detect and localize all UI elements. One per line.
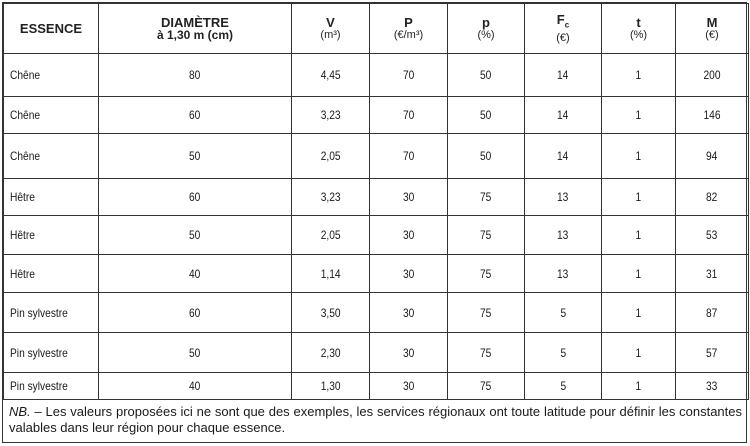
table-row xyxy=(4,54,749,97)
table-row xyxy=(4,373,749,400)
cell-p-pct: 75 xyxy=(448,333,525,373)
cell-t: 1 xyxy=(602,255,676,293)
cell-p-price: 30 xyxy=(370,179,448,216)
cell-p-price: 30 xyxy=(370,255,448,293)
cell-p-price: 70 xyxy=(370,134,448,179)
header-p-price: P (€/m³) xyxy=(370,4,448,54)
cell-m: 94 xyxy=(676,134,749,179)
cell-p-pct: 50 xyxy=(448,134,525,179)
cell-m: 53 xyxy=(676,216,749,255)
cell-p-pct: 75 xyxy=(448,216,525,255)
cell-essence: Chêne xyxy=(4,97,99,134)
table-row xyxy=(4,179,749,216)
cell-v: 2,05 xyxy=(292,134,370,179)
cell-m: 57 xyxy=(676,333,749,373)
header-p-pct: p (%) xyxy=(448,4,525,54)
cell-f: 13 xyxy=(525,255,602,293)
header-essence: ESSENCE xyxy=(4,4,99,54)
cell-essence: Chêne xyxy=(4,134,99,179)
cell-essence: Chêne xyxy=(4,54,99,97)
cell-p-price: 30 xyxy=(370,216,448,255)
cell-m: 82 xyxy=(676,179,749,216)
cell-p-pct: 75 xyxy=(448,293,525,333)
cell-v: 3,23 xyxy=(292,97,370,134)
cell-m: 200 xyxy=(676,54,749,97)
cell-t: 1 xyxy=(602,216,676,255)
cell-diametre: 50 xyxy=(99,134,292,179)
cell-p-price: 30 xyxy=(370,333,448,373)
cell-f: 13 xyxy=(525,216,602,255)
cell-m: 31 xyxy=(676,255,749,293)
cell-m: 33 xyxy=(676,373,749,400)
header-diametre: DIAMÈTRE à 1,30 m (cm) xyxy=(99,4,292,54)
cell-essence: Pin sylvestre xyxy=(4,293,99,333)
cell-v: 2,05 xyxy=(292,216,370,255)
cell-diametre: 40 xyxy=(99,373,292,400)
cell-t: 1 xyxy=(602,333,676,373)
cell-v: 2,30 xyxy=(292,333,370,373)
data-table-container xyxy=(2,2,747,443)
cell-t: 1 xyxy=(602,293,676,333)
table-row xyxy=(4,134,749,179)
cell-diametre: 60 xyxy=(99,179,292,216)
table-row xyxy=(4,255,749,293)
cell-p-price: 30 xyxy=(370,373,448,400)
cell-t: 1 xyxy=(602,134,676,179)
cell-f: 13 xyxy=(525,179,602,216)
cell-v: 1,14 xyxy=(292,255,370,293)
cell-p-price: 70 xyxy=(370,54,448,97)
cell-t: 1 xyxy=(602,373,676,400)
footnote: NB. – Les valeurs proposées ici ne sont que des exemples, les services régionaux ont toute latitude pour définir les constantes valables dans leur région pour chaque essence. xyxy=(3,399,746,442)
cell-t: 1 xyxy=(602,54,676,97)
data-table xyxy=(3,3,749,400)
cell-v: 1,30 xyxy=(292,373,370,400)
header-f: $F_c$ (€) xyxy=(525,4,602,54)
cell-p-pct: 75 xyxy=(448,179,525,216)
cell-essence: Pin sylvestre xyxy=(4,373,99,400)
cell-t: 1 xyxy=(602,97,676,134)
cell-essence: Hêtre xyxy=(4,216,99,255)
header-row xyxy=(4,4,749,54)
header-v: V (m³) xyxy=(292,4,370,54)
header-t: t (%) xyxy=(602,4,676,54)
cell-p-pct: 50 xyxy=(448,97,525,134)
cell-essence: Hêtre xyxy=(4,255,99,293)
cell-p-pct: 75 xyxy=(448,373,525,400)
cell-p-pct: 75 xyxy=(448,255,525,293)
cell-diametre: 50 xyxy=(99,333,292,373)
cell-p-price: 70 xyxy=(370,97,448,134)
header-m: M (€) xyxy=(676,4,749,54)
cell-v: 3,23 xyxy=(292,179,370,216)
cell-t: 1 xyxy=(602,179,676,216)
cell-diametre: 60 xyxy=(99,97,292,134)
table-row xyxy=(4,293,749,333)
cell-f: 5 xyxy=(525,373,602,400)
cell-diametre: 60 xyxy=(99,293,292,333)
cell-p-pct: 50 xyxy=(448,54,525,97)
cell-p-price: 30 xyxy=(370,293,448,333)
table-row xyxy=(4,97,749,134)
cell-f: 5 xyxy=(525,333,602,373)
cell-v: 3,50 xyxy=(292,293,370,333)
cell-essence: Hêtre xyxy=(4,179,99,216)
cell-f: 14 xyxy=(525,134,602,179)
cell-essence: Pin sylvestre xyxy=(4,333,99,373)
cell-v: 4,45 xyxy=(292,54,370,97)
cell-f: 5 xyxy=(525,293,602,333)
cell-m: 87 xyxy=(676,293,749,333)
table-row xyxy=(4,216,749,255)
cell-diametre: 50 xyxy=(99,216,292,255)
table-row xyxy=(4,333,749,373)
cell-m: 146 xyxy=(676,97,749,134)
cell-f: 14 xyxy=(525,54,602,97)
cell-diametre: 40 xyxy=(99,255,292,293)
cell-f: 14 xyxy=(525,97,602,134)
cell-diametre: 80 xyxy=(99,54,292,97)
